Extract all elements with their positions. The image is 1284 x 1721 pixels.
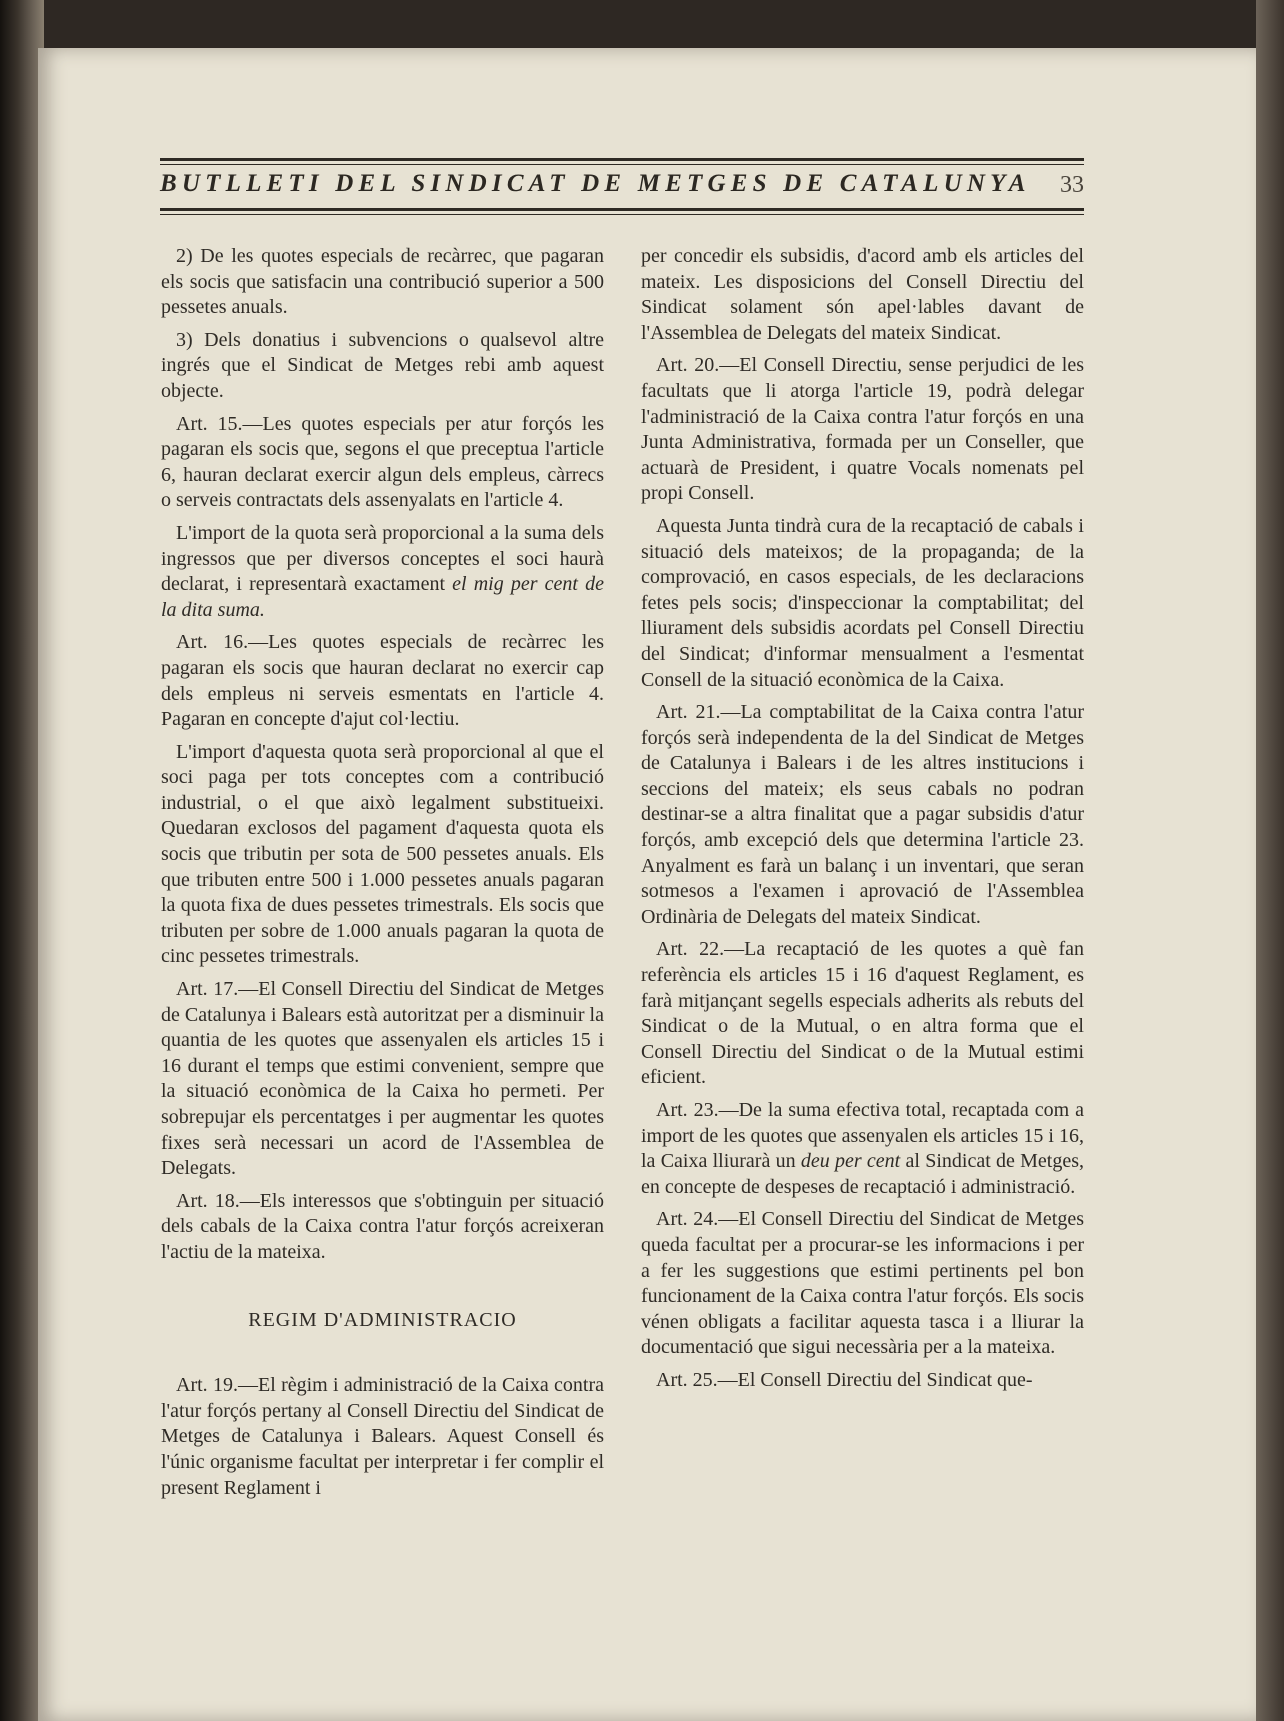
journal-title: BUTLLETI DEL SINDICAT DE METGES DE CATALUNYA	[160, 170, 1031, 197]
article-23	[641, 1098, 1084, 1200]
scan-background-top	[44, 0, 1256, 48]
paragraph: 2) De les quotes especials de recàrrec, que pagaran els socis que satisfacin una contribució superior a 500 pessetes anuals.	[161, 245, 604, 319]
paragraph: 3) Dels donatius i subvencions o qualsevol altre ingrés que el Sindicat de Metges rebi amb aquest objecte.	[161, 328, 604, 402]
article-22: Art. 22.—La recaptació de les quotes a què fan referència els articles 15 i 16 d'aquest Reglament, es farà mitjançant segells especials adherits als rebuts del Sindicat o de la Mutual, o en altra forma que el Consell Directiu del Sindicat o de la Mutual estimi eficient.	[641, 938, 1084, 1089]
header-rule-bottom-thick	[160, 208, 1084, 211]
header-rule-top-thick	[160, 158, 1084, 161]
article-25: Art. 25.—El Consell Directiu del Sindicat que-	[656, 1368, 1033, 1391]
header-rule-bottom-thin	[160, 214, 1084, 215]
section-heading: REGIM D'ADMINISTRACIO	[248, 1308, 517, 1331]
article-17: Art. 17.—El Consell Directiu del Sindicat de Metges de Catalunya i Balears està autoritzat per a disminuir la quantia de les quotes que assenyalen els articles 15 i 16 durant el temps que estimi convenient, sempre que la situació econòmica de la Caixa ho permeti. Per sobrepujar els percentatges i per augmentar les quotes fixes serà necessari un acord de l'Assemblea de Delegats.	[161, 978, 604, 1180]
paragraph: L'import d'aquesta quota serà proporcional al que el soci paga per tots conceptes com a contribució industrial, o el que això legalment substitueixi. Quedaran exclosos del pagament d'aquesta quota els socis que tributin per sota de 500 pessetes anuals. Els que tributen entre 500 i 1.000 pessetes anuals pagaran la quota fixa de dues pessetes trimestrals. Els socis que tributen per sobre de 1.000 anuals pagaran la quota de cinc pessetes trimestrals.	[161, 740, 604, 968]
paragraph	[161, 521, 604, 623]
article-20: Art. 20.—El Consell Directiu, sense perjudici de les facultats que li atorga l'article 19, podrà delegar l'administració de la Caixa contra l'atur forçós en una Junta Administrativa, formada per un Conseller, que actuarà de President, i quatre Vocals nomenats pel propi Consell.	[641, 354, 1084, 505]
paragraph-continued: per concedir els subsidis, d'acord amb els articles del mateix. Les disposicions del Consell Directiu del Sindicat solament són apel·lables davant de l'Assemblea de Delegats del mateix Sindicat.	[641, 245, 1084, 344]
paragraph-text: L'import de la quota serà proporcional a la suma dels ingressos que per diversos conceptes el soci haurà declarat, i representarà exactament	[161, 521, 604, 596]
left-column	[161, 244, 604, 1508]
paragraph: Aquesta Junta tindrà cura de la recaptació de cabals i situació dels mateixos; de la propaganda; de la comprovació, en casos especials, de les declaracions fetes pels socis; d'inspeccionar la comptabilitat; del lliurament dels subsidis acordats pel Consell Directiu del Sindicat; d'informar mensualment a l'esmentat Consell de la situació econòmica de la Caixa.	[641, 514, 1084, 691]
italic-phrase: deu per cent	[800, 1150, 901, 1173]
article-15: Art. 15.—Les quotes especials per atur forçós les pagaran els socis que, segons el que preceptua l'article 6, hauran declarat exercir algun dels empleus, càrrecs o serveis contractats dels assenyalats en l'article 4.	[161, 412, 604, 512]
paragraph-text: Art. 23.—De la suma efectiva total, recaptada com a import de les quotes que assenyalen els articles 15 i 16, la Caixa lliurarà un	[641, 1099, 1084, 1173]
article-18: Art. 18.—Els interessos que s'obtinguin per situació dels cabals de la Caixa contra l'atur forçós acreixeran l'actiu de la mateixa.	[161, 1189, 604, 1263]
article-24: Art. 24.—El Consell Directiu del Sindicat de Metges queda facultat per a procurar-se les informacions i per a fer les suggestions que estimi pertinents pel bon funcionament de la Caixa contra l'atur forçós. Els socis vénen obligats a facilitar aquesta tasca i a lliurar la documentació que sigui necessària per a la mateixa.	[641, 1208, 1084, 1359]
italic-phrase: el mig per cent de la dita suma.	[161, 573, 604, 621]
article-16: Art. 16.—Les quotes especials de recàrrec les pagaran els socis que hauran declarat no exercir cap dels empleus ni serveis esmentats en l'article 4. Pagaran en concepte d'ajut col·lectiu.	[161, 631, 604, 731]
page-number: 33	[1060, 172, 1084, 198]
article-21: Art. 21.—La comptabilitat de la Caixa contra l'atur forçós serà independenta de la del Sindicat de Metges de Catalunya i Balears i de les altres institucions i seccions del mateix; els seus cabals no podran destinar-se a altra finalitat que a pagar subsidis d'atur forçós, amb excepció dels que determina l'article 23. Anyalment es farà un balanç i un inventari, que seran sotmesos a l'examen i aprovació de l'Assemblea Ordinària de Delegats del mateix Sindicat.	[641, 701, 1084, 928]
article-19: Art. 19.—El règim i administració de la Caixa contra l'atur forçós pertany al Consell Directiu del Sindicat de Metges de Catalunya i Balears. Aquest Consell és l'únic organisme facultat per interpretar i fer complir el present Reglament i	[161, 1374, 604, 1499]
paragraph-text: al Sindicat de Metges, en concepte de despeses de recaptació i administració.	[641, 1150, 1085, 1198]
scan-background-right	[1256, 0, 1284, 1721]
right-column	[641, 244, 1084, 1401]
header-rule-top-thin	[160, 164, 1084, 165]
running-header	[160, 152, 1084, 224]
